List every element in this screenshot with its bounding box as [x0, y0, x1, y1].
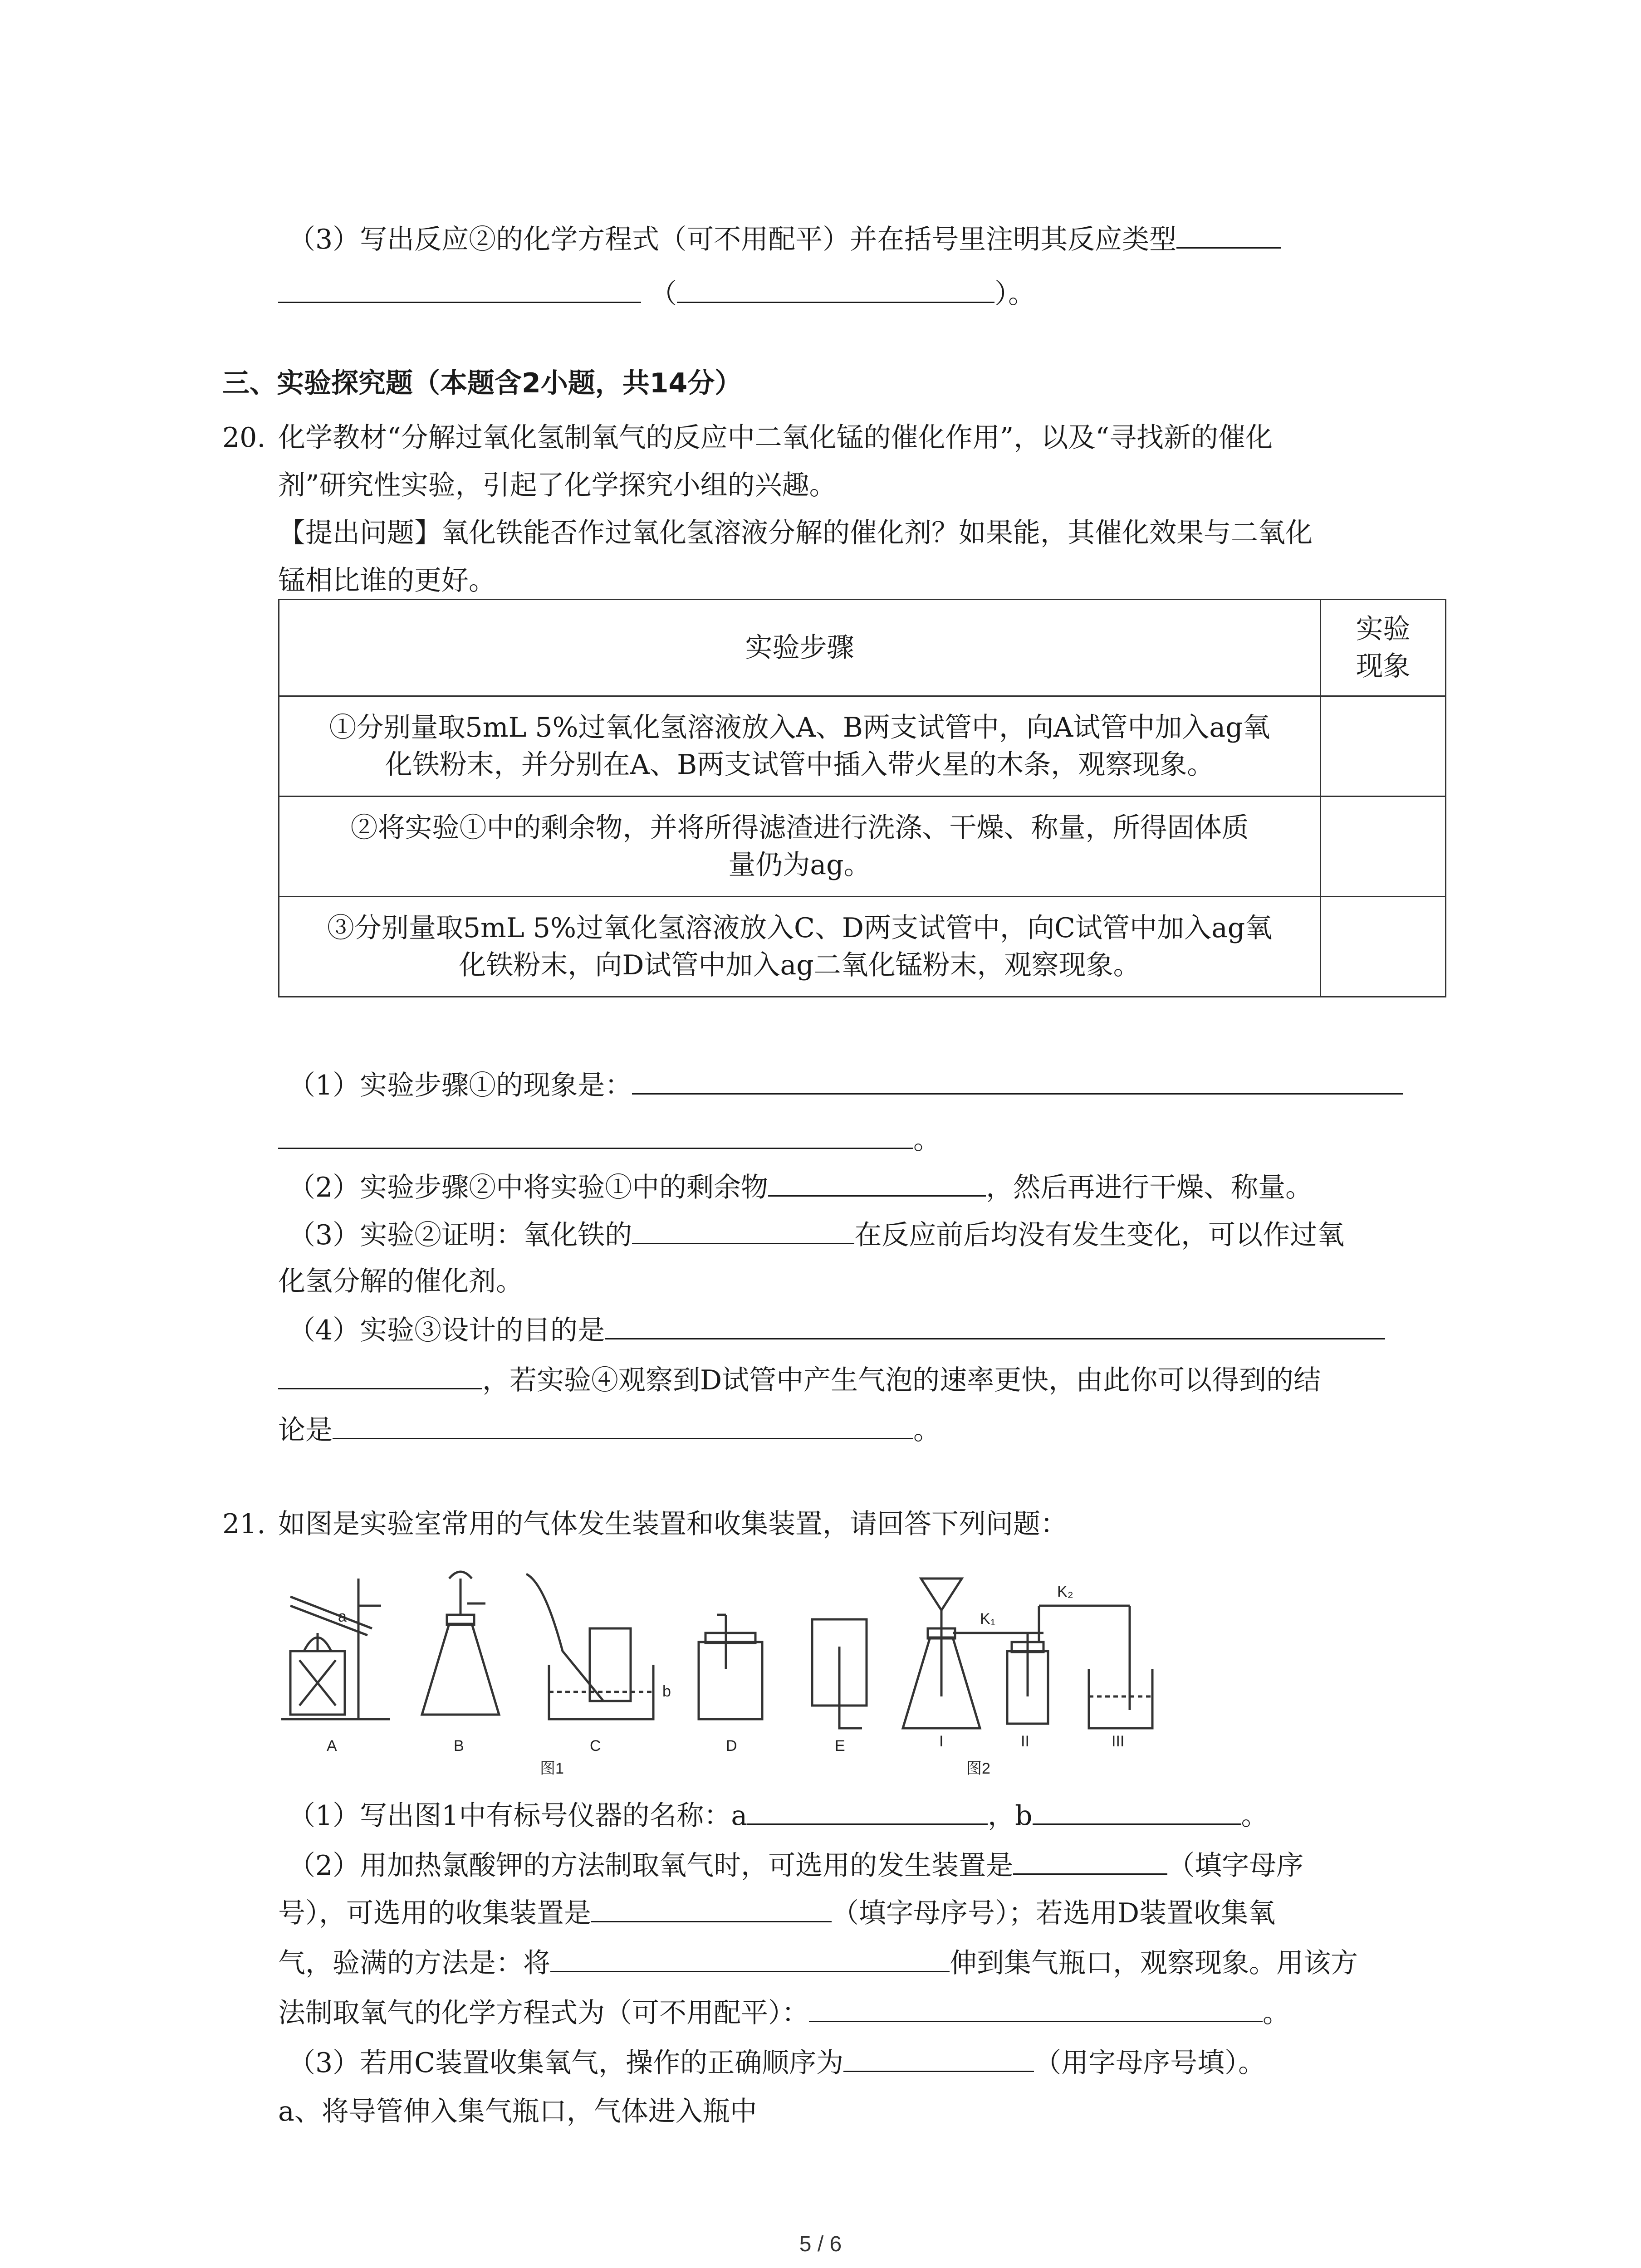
q21-option-a: a、将导管伸入集气瓶口，气体进入瓶中: [278, 2096, 757, 2127]
q19-3-line1: （3）写出反应②的化学方程式（可不用配平）并在括号里注明其反应类型: [288, 220, 1281, 258]
table-row: [279, 696, 1446, 797]
answer-blank[interactable]: [677, 274, 994, 303]
apparatus-b: [422, 1572, 499, 1715]
answer-blank[interactable]: [550, 1944, 950, 1972]
q20-sub1: （1）实验步骤①的现象是：: [288, 1066, 1403, 1104]
answer-blank[interactable]: [632, 1066, 1403, 1095]
header-steps: 实验步骤: [279, 600, 1321, 696]
q21-sub2-line2: 号），可选用的收集装置是 （填字母序号）；若选用D装置收集氧: [278, 1894, 1275, 1931]
apparatus-d: [699, 1615, 762, 1719]
step-cell: ③分别量取5mL 5%过氧化氢溶液放入C、D两支试管中，向C试管中加入ag氧 化铁粉末，向D试管中加入ag二氧化锰粉末，观察现象。: [279, 897, 1321, 997]
q20-sub2: （2）实验步骤②中将实验①中的剩余物 ，然后再进行干燥、称量。: [288, 1168, 1313, 1206]
answer-blank[interactable]: [1033, 1796, 1241, 1825]
table-header-row: [279, 600, 1446, 696]
observation-cell[interactable]: [1321, 797, 1446, 897]
mark-a: a: [338, 1608, 347, 1625]
q20-intro-line1: 20. 化学教材“分解过氧化氢制氧气的反应中二氧化锰的催化作用”，以及“寻找新的催化: [222, 422, 1273, 454]
mark-k1: K₁: [980, 1610, 996, 1628]
apparatus-i: [903, 1579, 1043, 1728]
fig2-caption: 图2: [966, 1760, 990, 1777]
apparatus-figure: [272, 1560, 1180, 1814]
q19-3-line2: （ ）。: [278, 274, 1035, 312]
q20-sub1-line2: 。: [278, 1120, 941, 1158]
label-a: A: [327, 1737, 337, 1755]
header-observation: 实验 现象: [1321, 600, 1446, 696]
observation-cell[interactable]: [1321, 897, 1446, 997]
mark-k2: K₂: [1057, 1583, 1073, 1600]
answer-blank[interactable]: [278, 1361, 482, 1389]
label-d: D: [726, 1737, 737, 1755]
page-number: 5 / 6: [799, 2232, 842, 2256]
answer-blank[interactable]: [278, 1120, 913, 1149]
answer-blank[interactable]: [843, 2043, 1034, 2072]
q20-intro-line2: 剂”研究性实验，引起了化学探究小组的兴趣。: [278, 469, 837, 501]
q20-sub4: （4）实验③设计的目的是: [288, 1311, 1385, 1349]
label-e: E: [835, 1737, 845, 1755]
label-iii: III: [1112, 1733, 1125, 1750]
experiment-steps-table: [278, 599, 1446, 997]
label-ii: II: [1021, 1733, 1029, 1750]
q20-sub3-line2: 化氢分解的催化剂。: [278, 1266, 523, 1297]
answer-blank[interactable]: [1013, 1846, 1167, 1875]
q20-sub4-line2: ，若实验④观察到D试管中产生气泡的速率更快，由此你可以得到的结: [278, 1361, 1321, 1398]
apparatus-ii: [1007, 1606, 1130, 1724]
q21-sub2-line3: 气，验满的方法是：将 伸到集气瓶口，观察现象。用该方: [278, 1944, 1358, 1981]
mark-b: b: [662, 1683, 671, 1700]
q20-question-line1: 【提出问题】氧化铁能否作过氧化氢溶液分解的催化剂？如果能，其催化效果与二氧化: [278, 517, 1313, 549]
q20-sub3: （3）实验②证明：氧化铁的 在反应前后均没有发生变化，可以作过氧: [288, 1216, 1344, 1253]
q21-sub3: （3）若用C装置收集氧气，操作的正确顺序为 （用字母序号填）。: [288, 2043, 1265, 2081]
answer-blank[interactable]: [333, 1411, 913, 1439]
apparatus-a: [281, 1579, 390, 1719]
q21-intro: 21. 如图是实验室常用的气体发生装置和收集装置，请回答下列问题：: [222, 1508, 1068, 1540]
q20-sub4-line3: 论是 。: [278, 1411, 941, 1448]
observation-cell[interactable]: [1321, 696, 1446, 797]
answer-blank[interactable]: [591, 1894, 832, 1922]
answer-blank[interactable]: [1176, 220, 1281, 249]
q21-sub1: （1）写出图1中有标号仪器的名称：a ，b 。: [288, 1796, 1269, 1834]
label-c: C: [590, 1737, 601, 1755]
table-row: [279, 897, 1446, 997]
answer-blank[interactable]: [605, 1311, 1385, 1339]
answer-blank[interactable]: [278, 274, 641, 303]
answer-blank[interactable]: [768, 1168, 986, 1197]
apparatus-e: [812, 1619, 867, 1728]
table-row: [279, 797, 1446, 897]
apparatus-iii: [1089, 1606, 1152, 1728]
q20-question-line2: 锰相比谁的更好。: [278, 565, 496, 596]
answer-blank[interactable]: [747, 1796, 988, 1825]
q21-sub2-line4: 法制取氧气的化学方程式为（可不用配平）： 。: [278, 1994, 1290, 2031]
apparatus-c: [526, 1574, 653, 1719]
label-b: B: [454, 1737, 464, 1755]
step-cell: ①分别量取5mL 5%过氧化氢溶液放入A、B两支试管中，向A试管中加入ag氧 化铁粉末，并分别在A、B两支试管中插入带火星的木条，观察现象。: [279, 696, 1321, 797]
fig1-caption: 图1: [540, 1760, 564, 1777]
section-heading: 三、实验探究题（本题含2小题，共14分）: [222, 367, 742, 399]
answer-blank[interactable]: [809, 1994, 1263, 2022]
q21-sub2: （2）用加热氯酸钾的方法制取氧气时，可选用的发生装置是 （填字母序: [288, 1846, 1303, 1884]
answer-blank[interactable]: [632, 1216, 854, 1244]
step-cell: ②将实验①中的剩余物，并将所得滤渣进行洗涤、干燥、称量，所得固体质 量仍为ag。: [279, 797, 1321, 897]
label-i: I: [939, 1733, 944, 1750]
